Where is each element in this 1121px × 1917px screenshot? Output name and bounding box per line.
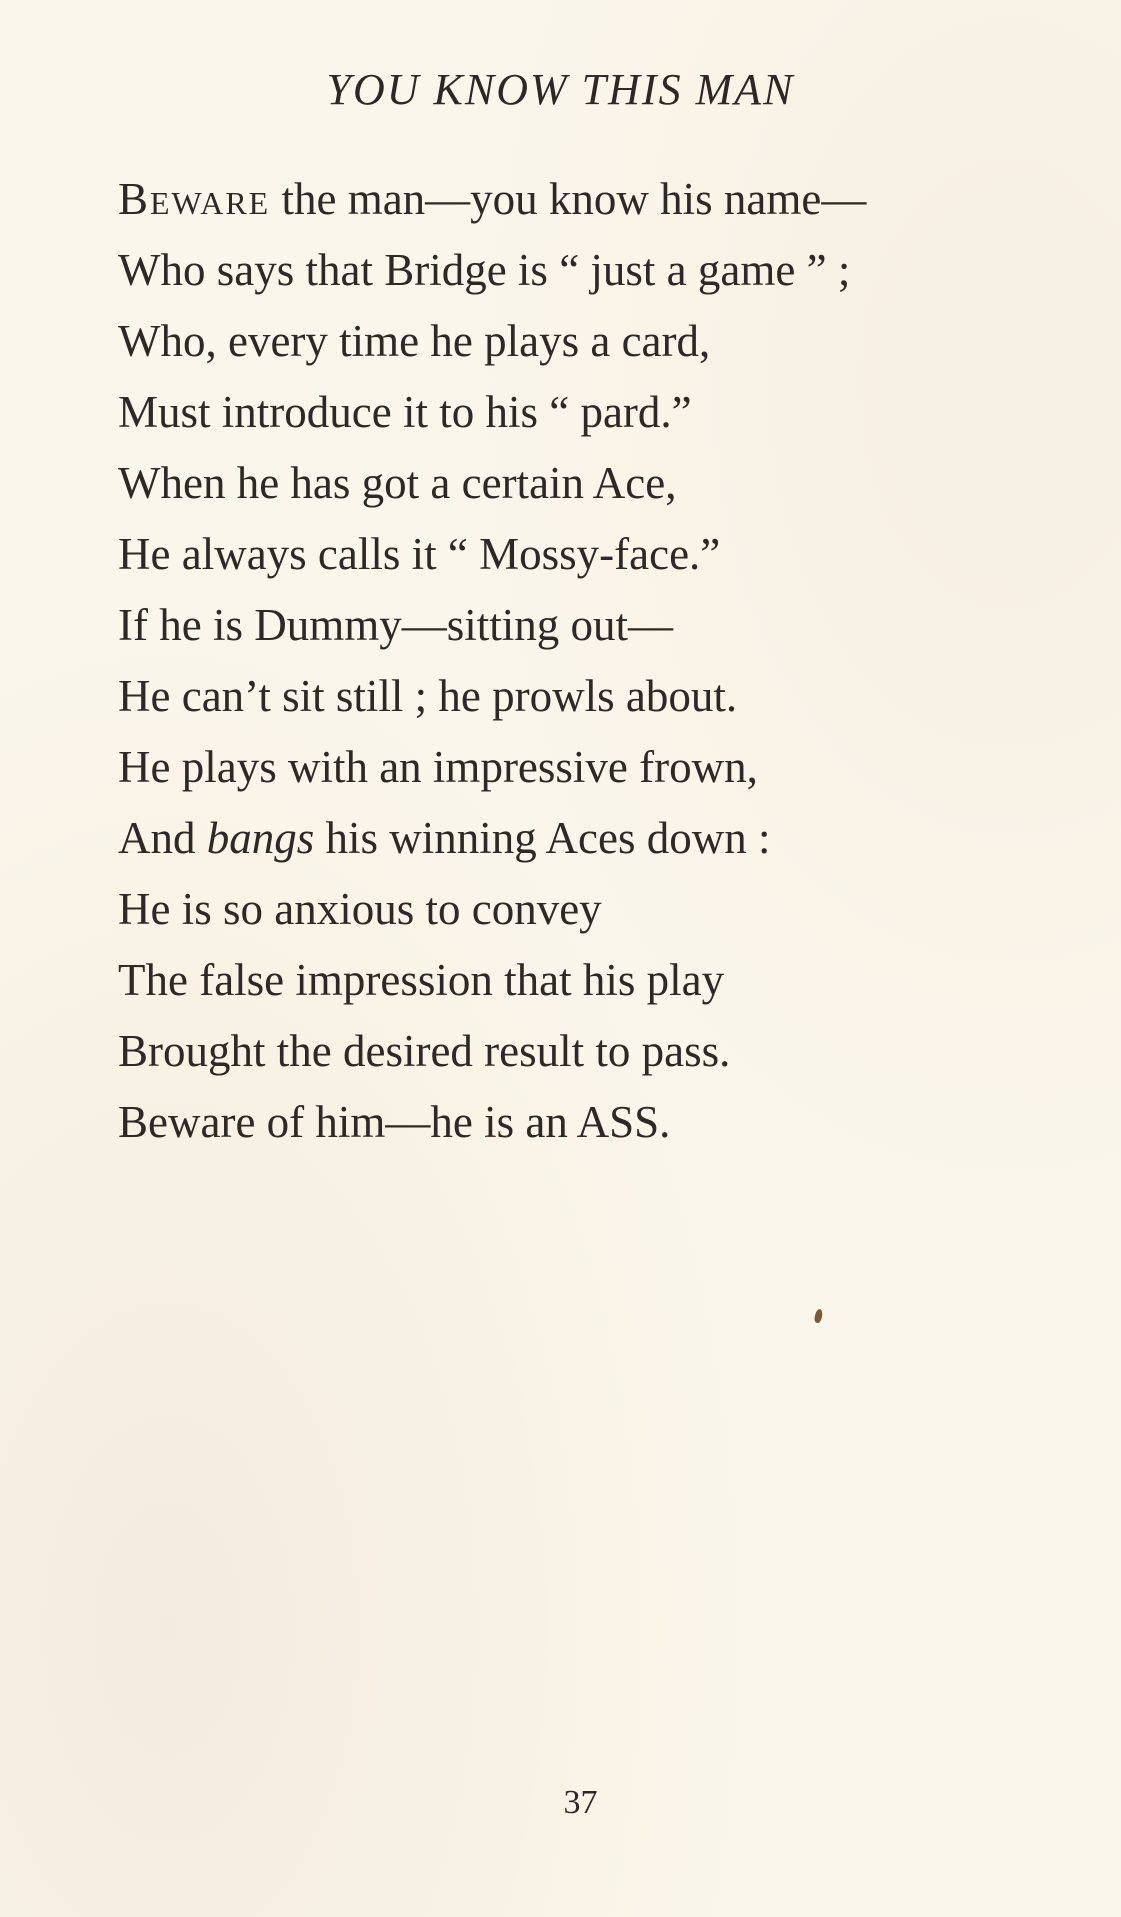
page-number: 37	[563, 1784, 598, 1821]
poem-line-text: And	[118, 813, 207, 863]
poem-emphasis: bangs	[206, 813, 315, 863]
poem-line: If he is Dummy—sitting out—	[118, 600, 673, 650]
poem-line	[118, 164, 1078, 235]
poem-line: The false impression that his play	[118, 955, 725, 1005]
poem-line-text: his winning Aces down :	[314, 813, 771, 863]
running-header: YOU KNOW THIS MAN	[326, 65, 795, 114]
poem-line: He can’t sit still ; he prowls about.	[118, 671, 738, 721]
poem-line: He always calls it “ Mossy-face.”	[118, 529, 721, 579]
poem-line: Must introduce it to his “ pard.”	[118, 387, 692, 437]
poem-line: He is so anxious to convey	[118, 884, 602, 934]
poem-line: Beware of him—he is an ASS.	[118, 1097, 671, 1147]
poem-line: Who says that Bridge is “ just a game ” ;	[118, 245, 851, 295]
poem-line: He plays with an impressive frown,	[118, 742, 758, 792]
poem-line: Who, every time he plays a card,	[118, 316, 711, 366]
poem	[118, 164, 1078, 1158]
poem-line-text: the man—you know his name—	[270, 174, 867, 224]
poem-lead-word: Beware	[118, 174, 271, 224]
paper-speck	[814, 1308, 824, 1323]
poem-line: When he has got a certain Ace,	[118, 458, 677, 508]
poem-line	[118, 803, 1078, 874]
poem-line: Brought the desired result to pass.	[118, 1026, 731, 1076]
